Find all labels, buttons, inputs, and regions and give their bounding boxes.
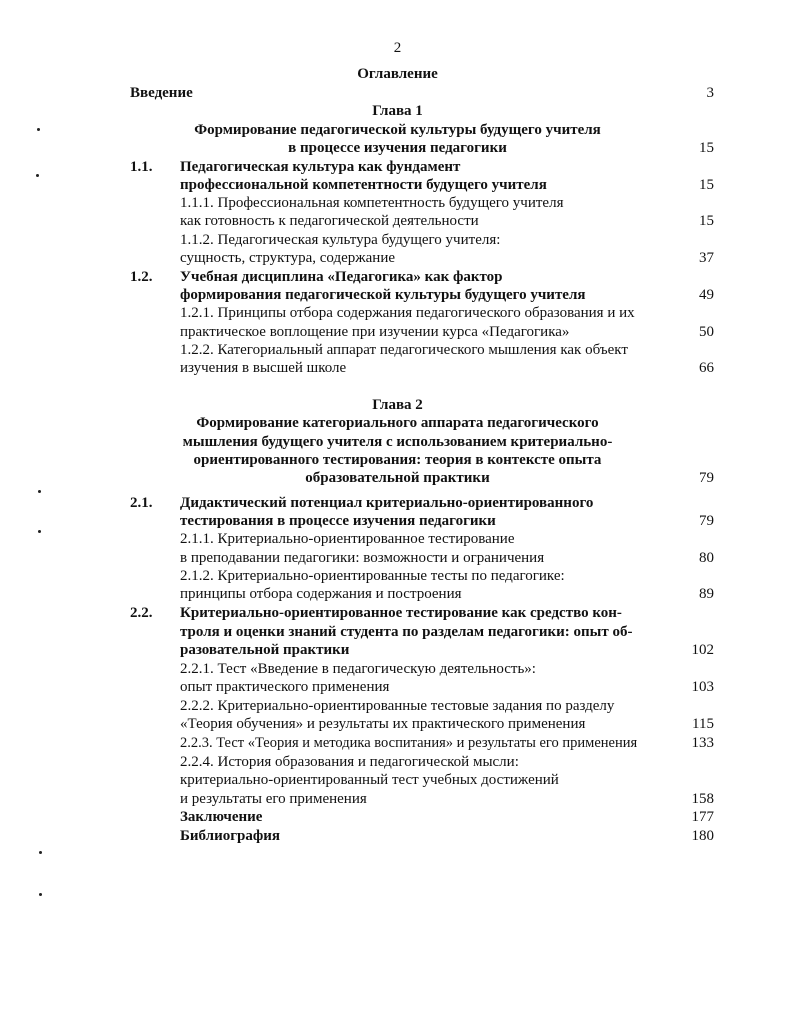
subsection-line1: 1.1.2. Педагогическая культура будущего учителя: (180, 232, 501, 248)
section-number: 1.1. (130, 159, 153, 175)
chapter1-title-line1: Формирование педагогической культуры будущего учителя (194, 122, 601, 138)
subsection-page: 89 (699, 586, 714, 602)
toc-conclusion-page: 177 (691, 809, 714, 825)
section-number: 2.2. (130, 605, 153, 621)
subsection-page: 37 (699, 250, 714, 266)
toc-bibliography-page: 180 (691, 828, 714, 844)
section-number: 2.1. (130, 495, 153, 511)
scan-mark (38, 530, 41, 533)
section-title-line2: троля и оценки знаний студента по разделам педагогики: опыт об- (180, 624, 633, 640)
chapter2-title-line3: ориентированного тестирования: теория в контексте опыта (193, 452, 602, 468)
chapter2-page: 79 (699, 470, 714, 486)
subsection-page: 133 (691, 735, 714, 751)
toc-intro-label: Введение (130, 85, 193, 101)
subsection-line2: практическое воплощение при изучении курса «Педагогика» (180, 324, 570, 340)
scan-mark (39, 851, 42, 854)
scan-mark (39, 893, 42, 896)
subsection-page: 115 (692, 716, 714, 732)
subsection-page: 80 (699, 550, 714, 566)
subsection-line1: 1.1.1. Профессиональная компетентность будущего учителя (180, 195, 564, 211)
section-title-line2: формирования педагогической культуры будущего учителя (180, 287, 586, 303)
section-page: 102 (691, 642, 714, 658)
section-title-line3: разовательной практики (180, 642, 350, 658)
chapter2-title-line1: Формирование категориального аппарата педагогического (196, 415, 599, 431)
toc-title: Оглавление (357, 66, 438, 82)
subsection-line2: в преподавании педагогики: возможности и ограничения (180, 550, 545, 566)
subsection-line2: опыт практического применения (180, 679, 390, 695)
subsection-line1: 2.2.4. История образования и педагогической мысли: (180, 754, 519, 770)
section-title-line1: Учебная дисциплина «Педагогика» как фактор (180, 269, 503, 285)
subsection-line1: 2.1.2. Критериально-ориентированные тесты по педагогике: (180, 568, 565, 584)
subsection-line2: критериально-ориентированный тест учебных достижений (180, 772, 559, 788)
chapter1-title-line2: в процессе изучения педагогики (288, 140, 507, 156)
scan-mark (38, 490, 41, 493)
toc-bibliography-label: Библиография (180, 828, 281, 844)
subsection-page: 66 (699, 360, 714, 376)
subsection-page: 103 (691, 679, 714, 695)
subsection-line3: и результаты его применения (180, 791, 367, 807)
chapter1-heading: Глава 1 (372, 103, 423, 119)
chapter2-title-line2: мышления будущего учителя с использованием критериально- (182, 434, 613, 450)
section-title-line1: Дидактический потенциал критериально-ориентированного (180, 495, 594, 511)
toc-conclusion-label: Заключение (180, 809, 263, 825)
section-page: 15 (699, 177, 714, 193)
section-page: 79 (699, 513, 714, 529)
subsection-page: 158 (691, 791, 714, 807)
subsection-line1: 1.2.1. Принципы отбора содержания педагогического образования и их (180, 305, 635, 321)
subsection-line1: 2.2.3. Тест «Теория и методика воспитания» и результаты его применения (180, 735, 638, 751)
subsection-line2: как готовность к педагогической деятельности (180, 213, 479, 229)
section-title-line1: Критериально-ориентированное тестирование как средство кон- (180, 605, 622, 621)
toc-intro-page: 3 (706, 85, 714, 101)
subsection-line2: «Теория обучения» и результаты их практического применения (180, 716, 586, 732)
subsection-line1: 2.2.1. Тест «Введение в педагогическую деятельность»: (180, 661, 536, 677)
scan-mark (36, 174, 39, 177)
subsection-line2: принципы отбора содержания и построения (180, 586, 462, 602)
subsection-line1: 1.2.2. Категориальный аппарат педагогического мышления как объект (180, 342, 628, 358)
chapter1-page: 15 (699, 140, 714, 156)
page-number: 2 (393, 40, 402, 56)
subsection-line1: 2.1.1. Критериально-ориентированное тестирование (180, 531, 515, 547)
scan-mark (37, 128, 40, 131)
chapter2-heading: Глава 2 (372, 397, 423, 413)
section-title-line2: профессиональной компетентности будущего учителя (180, 177, 547, 193)
subsection-page: 50 (699, 324, 714, 340)
section-title-line2: тестирования в процессе изучения педагогики (180, 513, 496, 529)
subsection-line2: изучения в высшей школе (180, 360, 347, 376)
subsection-page: 15 (699, 213, 714, 229)
chapter2-title-line4: образовательной практики (305, 470, 490, 486)
section-title-line1: Педагогическая культура как фундамент (180, 159, 461, 175)
subsection-line1: 2.2.2. Критериально-ориентированные тестовые задания по разделу (180, 698, 615, 714)
section-number: 1.2. (130, 269, 153, 285)
subsection-line2: сущность, структура, содержание (180, 250, 396, 266)
section-page: 49 (699, 287, 714, 303)
